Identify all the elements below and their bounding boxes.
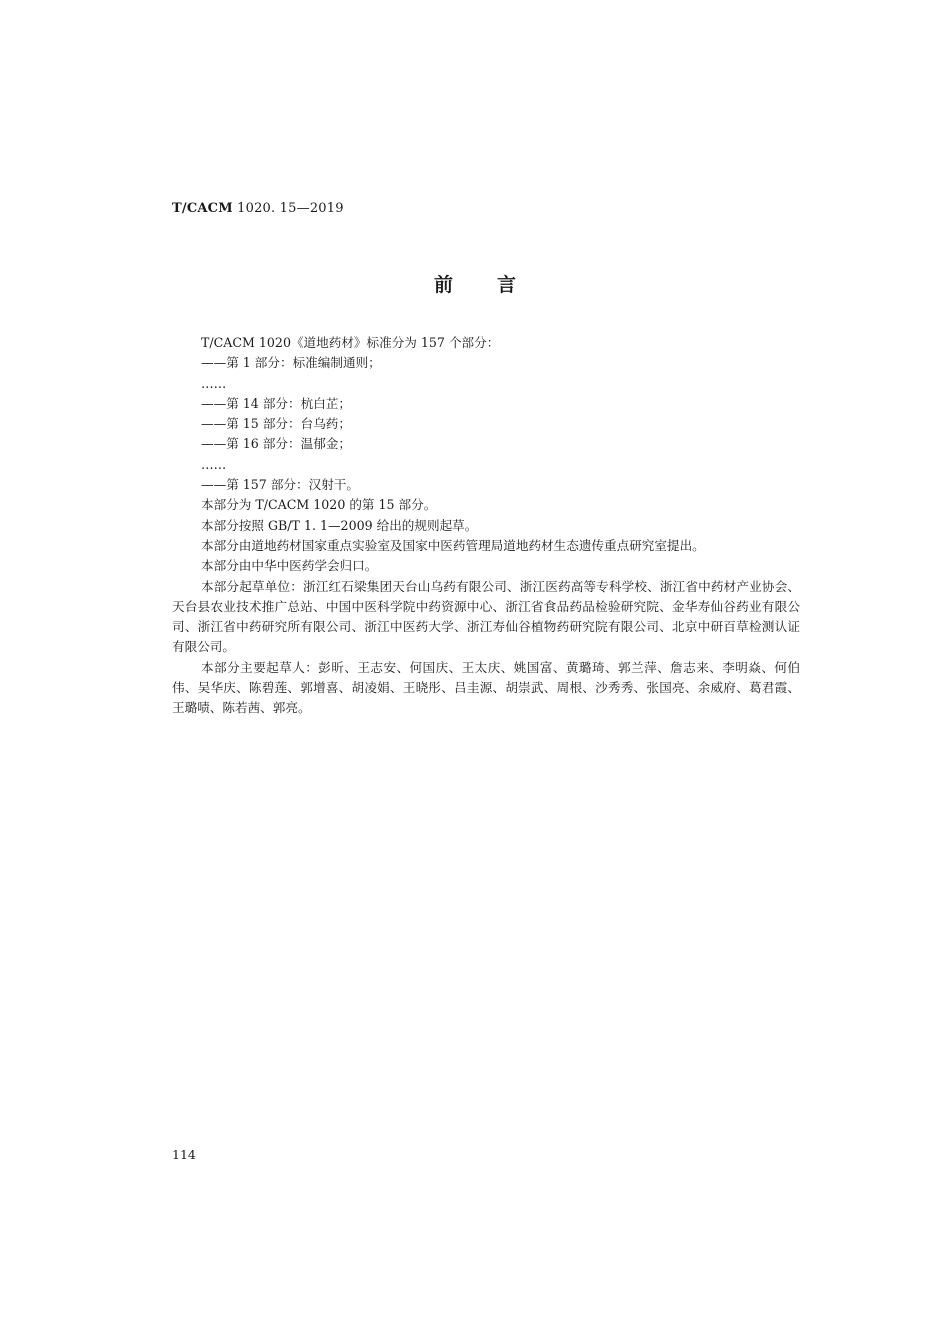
drafters-paragraph: 本部分主要起草人：彭昕、王志安、何国庆、王太庆、姚国富、黄璐琦、郭兰萍、詹志来、李明焱、何伯伟、吴华庆、陈碧莲、郭增喜、胡凌娟、王晓彤、吕圭源、胡崇武、周根、沙秀秀、张国亮、余威府、葛君霞、王璐啧、陈若茜、郭亮。 [172, 659, 800, 716]
statement-line: 本部分为 T/CACM 1020 的第 15 部分。 [201, 497, 437, 513]
statement-line: 本部分由中华中医药学会归口。 [201, 558, 378, 574]
ellipsis: …… [201, 456, 227, 472]
intro-line: T/CACM 1020《道地药材》标准分为 157 个部分： [201, 335, 500, 350]
document-code-prefix: T/CACM [172, 201, 233, 216]
page-title: 前言 [433, 274, 560, 296]
foreword-body [172, 333, 800, 719]
part-list-item: ——第 1 部分：标准编制通则； [201, 355, 381, 371]
part-list-item: ——第 15 部分：台乌药； [201, 416, 351, 432]
part-list-item: ——第 14 部分：杭白芷； [201, 395, 351, 411]
part-list-item: ——第 157 部分：汉射干。 [201, 477, 359, 493]
drafting-units-paragraph: 本部分起草单位：浙江红石梁集团天台山乌药有限公司、浙江医药高等专科学校、浙江省中药材产业协会、天台县农业技术推广总站、中国中医科学院中药资源中心、浙江省食品药品检验研究院、金华寿仙谷药业有限公司、浙江省中药研究所有限公司、浙江中医药大学、浙江寿仙谷植物药研究院有限公司、北京中研百草检测认证有限公司。 [172, 578, 800, 655]
page-number: 114 [172, 1147, 196, 1162]
statement-line: 本部分由道地药材国家重点实验室及国家中医药管理局道地药材生态遗传重点研究室提出。 [201, 537, 705, 553]
ellipsis: …… [201, 375, 227, 391]
part-list-item: ——第 16 部分：温郁金； [201, 436, 351, 452]
document-code [172, 201, 344, 216]
statement-line: 本部分按照 GB/T 1. 1—2009 给出的规则起草。 [201, 517, 478, 533]
document-code-number: 1020. 15—2019 [232, 201, 344, 216]
